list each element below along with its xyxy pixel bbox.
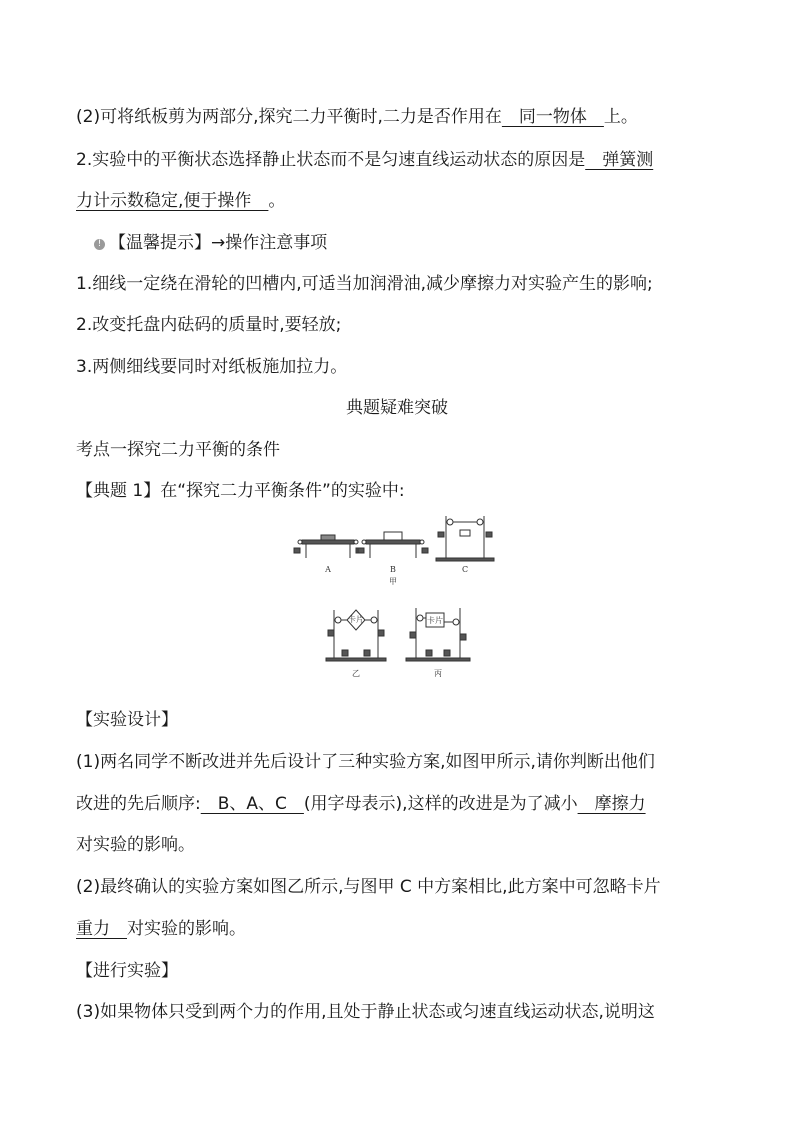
answer-blank: B、A、C — [200, 794, 304, 814]
text: (2)可将纸板剪为两部分,探究二力平衡时,二力是否作用在 — [76, 107, 502, 127]
text: 对实验的影响。 — [127, 919, 246, 939]
text: 2.实验中的平衡状态选择静止状态而不是匀速直线运动状态的原因是 — [76, 150, 586, 170]
hint-heading — [94, 232, 327, 254]
text: 在“探究二力平衡条件”的实验中: — [160, 481, 405, 501]
experiment-heading: 【进行实验】 — [76, 961, 178, 981]
label-a: A — [325, 565, 331, 574]
figure-a — [294, 535, 362, 558]
answer-blank: 力计示数稳定,便于操作 — [76, 191, 269, 211]
text: 。 — [268, 191, 286, 211]
label-yi: 乙 — [352, 669, 360, 678]
experiment-figure — [288, 510, 508, 690]
hint-item-3: 3.两侧细线要同时对纸板施加拉力。 — [76, 357, 348, 377]
question-2-line-1: (2)最终确认的实验方案如图乙所示,与图甲 C 中方案相比,此方案中可忽略卡片 — [76, 877, 661, 897]
question-1-line-3: 对实验的影响。 — [76, 835, 195, 855]
question-1-line-1: (1)两名同学不断改进并先后设计了三种实验方案,如图甲所示,请你判断出他们 — [76, 752, 655, 772]
section-title: 典题疑难突破 — [346, 398, 448, 418]
label-bing: 丙 — [434, 669, 442, 678]
hint-item-2: 2.改变托盘内砝码的质量时,要轻放; — [76, 315, 342, 335]
hint-item-1: 1.细线一定绕在滑轮的凹槽内,可适当加润滑油,减少摩擦力对实验产生的影响; — [76, 274, 653, 294]
text: (用字母表示),这样的改进是为了减小 — [303, 794, 578, 814]
hint-title: 【温馨提示】→操作注意事项 — [109, 233, 328, 253]
card-label-bing: 卡片 — [427, 616, 443, 625]
answer-blank: 重力 — [76, 919, 127, 939]
figure-b — [358, 532, 428, 558]
text: 改进的先后顺序: — [76, 794, 201, 814]
answer-blank: 摩擦力 — [577, 794, 646, 814]
example-tag: 【典题 1】 — [76, 481, 161, 501]
label-c: C — [461, 565, 469, 574]
figure-c — [436, 516, 494, 561]
design-heading: 【实验设计】 — [76, 710, 178, 730]
answer-blank: 同一物体 — [501, 107, 604, 127]
text-line-2 — [76, 149, 653, 171]
label-jia: 甲 — [389, 577, 397, 586]
text-line-3 — [76, 190, 285, 212]
card-label-yi: 卡片 — [348, 615, 364, 624]
answer-blank: 弹簧测 — [585, 150, 654, 170]
label-b: B — [390, 565, 396, 574]
question-1-line-2 — [76, 793, 646, 815]
text-line-1 — [76, 106, 638, 128]
example-line — [76, 480, 405, 502]
topic-heading: 考点一探究二力平衡的条件 — [76, 440, 280, 460]
text: 上。 — [603, 107, 638, 127]
question-2-line-2 — [76, 918, 246, 940]
question-3-line-1: (3)如果物体只受到两个力的作用,且处于静止状态或匀速直线运动状态,说明这 — [76, 1002, 655, 1022]
info-icon: ! — [94, 239, 105, 250]
